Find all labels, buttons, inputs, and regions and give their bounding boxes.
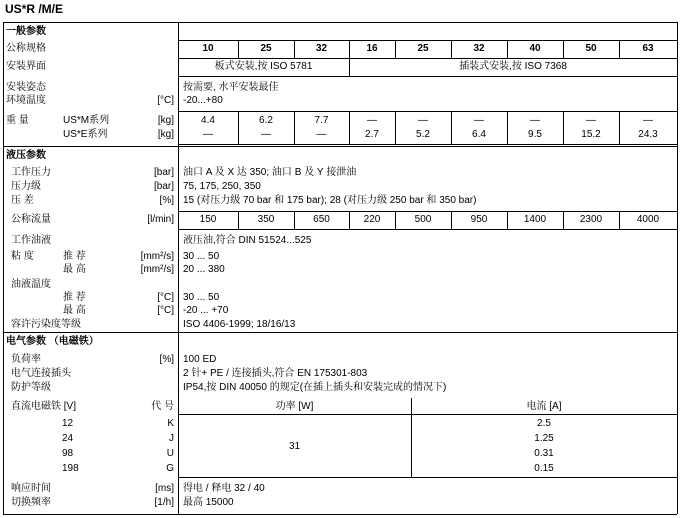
unit-kg: [kg] xyxy=(157,115,174,126)
size-cell: 40 xyxy=(529,43,541,54)
label-protection: 防护等级 xyxy=(11,382,51,393)
value-ambient-temp: -20...+80 xyxy=(183,95,223,106)
current-cell: 0.31 xyxy=(534,448,554,459)
section-divider xyxy=(3,332,677,333)
weight-m-cell: 4.4 xyxy=(201,115,215,126)
label-viscosity: 粘 度 xyxy=(11,251,34,262)
voltage-cell: 98 xyxy=(62,448,74,459)
flow-cell: 220 xyxy=(363,214,381,225)
header-power: 功率 [W] xyxy=(275,401,314,412)
table-left-border xyxy=(3,22,4,514)
label-code: 代 号 xyxy=(151,401,174,412)
flow-cell: 150 xyxy=(199,214,217,225)
size-cell: 32 xyxy=(473,43,485,54)
flow-cell: 4000 xyxy=(636,214,660,225)
weight-m-cell: — xyxy=(367,115,377,126)
flow-cell: 350 xyxy=(257,214,275,225)
code-cell: G xyxy=(166,463,174,474)
grid-line xyxy=(178,211,677,212)
current-cell: 0.15 xyxy=(534,463,554,474)
label-operating-pressure: 工作压力 xyxy=(11,167,51,178)
weight-m-cell: 7.7 xyxy=(314,115,329,126)
value-response-time: 得电 / 释电 32 / 40 xyxy=(183,483,265,494)
size-cell: 50 xyxy=(585,43,597,54)
flow-cell: 1400 xyxy=(523,214,547,225)
weight-m-cell: — xyxy=(474,115,484,126)
unit-mm2s: [mm²/s] xyxy=(140,251,174,262)
size-cell: 10 xyxy=(202,43,214,54)
label-oil-temp: 油液温度 xyxy=(11,279,51,290)
unit-kg: [kg] xyxy=(157,129,174,140)
unit-mm2s: [mm²/s] xyxy=(140,264,174,275)
power-value: 31 xyxy=(288,441,301,452)
value-mount-cartridge: 插装式安装,按 ISO 7368 xyxy=(459,61,567,72)
weight-m-cell: — xyxy=(418,115,428,126)
section-divider xyxy=(3,146,677,147)
label-weight: 重 量 xyxy=(6,115,29,126)
label-pressure-stage: 压力级 xyxy=(11,181,41,192)
unit-per-hour: [1/h] xyxy=(154,497,174,508)
unit-ms: [ms] xyxy=(155,483,174,494)
weight-m-cell: — xyxy=(643,115,653,126)
label-us-m-series: US*M系列 xyxy=(63,115,110,126)
code-cell: J xyxy=(169,433,174,444)
table-top-border xyxy=(3,22,677,23)
flow-cell: 950 xyxy=(470,214,488,225)
weight-e-cell: 5.2 xyxy=(416,129,430,140)
label-nominal-size: 公称规格 xyxy=(6,43,46,54)
label-install-interface: 安装界面 xyxy=(6,61,46,72)
unit-lmin: [l/min] xyxy=(147,214,174,225)
weight-m-cell: — xyxy=(586,115,596,126)
voltage-cell: 198 xyxy=(62,463,79,474)
voltage-cell: 12 xyxy=(62,418,74,429)
label-install-position: 安装姿态 xyxy=(6,82,46,93)
flow-cell: 650 xyxy=(313,214,330,225)
weight-e-cell: — xyxy=(203,129,213,140)
size-cell: 16 xyxy=(366,43,378,54)
section-title-electrical: 电气参数 （电磁铁） xyxy=(6,336,99,347)
label-duty: 负荷率 xyxy=(11,354,41,365)
table-right-border xyxy=(677,22,678,514)
header-current: 电流 [A] xyxy=(526,401,562,412)
unit-percent: [%] xyxy=(159,354,174,365)
label-plug: 电气连接插头 xyxy=(11,368,71,379)
flow-cell: 2300 xyxy=(579,214,603,225)
label-dc-solenoid: 直流电磁铁 [V] xyxy=(11,401,77,412)
grid-line xyxy=(178,40,677,41)
grid-line xyxy=(178,76,677,77)
table-bottom-border xyxy=(3,514,677,515)
value-pressure-stage: 75, 175, 250, 350 xyxy=(183,181,261,192)
weight-e-cell: 24.3 xyxy=(638,129,658,140)
value-protection: IP54,按 DIN 40050 的规定(在插上插头和安装完成的情况下) xyxy=(183,382,447,393)
value-mount-plate: 板式安装,按 ISO 5781 xyxy=(214,61,313,72)
weight-m-cell: — xyxy=(530,115,540,126)
value-operating-pressure: 油口 A 及 X 达 350; 油口 B 及 Y 接泄油 xyxy=(183,167,357,178)
section-title-general: 一般参数 xyxy=(6,26,46,37)
unit-ambient-temp: [°C] xyxy=(157,95,174,106)
grid-line xyxy=(178,58,677,59)
value-oil-temp-rec: 30 ... 50 xyxy=(183,292,220,303)
code-cell: U xyxy=(166,448,174,459)
section-title-hydraulic: 液压参数 xyxy=(6,150,46,161)
value-install-position: 按需要, 水平安装最佳 xyxy=(183,82,279,93)
weight-m-cell: 6.2 xyxy=(259,115,273,126)
size-cell: 63 xyxy=(642,43,654,54)
label-working-fluid: 工作油液 xyxy=(11,235,51,246)
label-us-e-series: US*E系列 xyxy=(63,129,108,140)
voltage-cell: 24 xyxy=(62,433,74,444)
value-viscosity-max: 20 ... 380 xyxy=(183,264,225,275)
value-oil-temp-max: -20 ... +70 xyxy=(183,305,229,316)
unit-bar: [bar] xyxy=(153,167,174,178)
label-ambient-temp: 环境温度 xyxy=(6,95,46,106)
value-viscosity-rec: 30 ... 50 xyxy=(183,251,220,262)
value-switching-freq: 最高 15000 xyxy=(183,497,234,508)
label-contamination: 容许污染度等级 xyxy=(11,319,81,330)
label-recommended: 推 荐 xyxy=(63,292,86,303)
value-contamination: ISO 4406-1999; 18/16/13 xyxy=(183,319,296,330)
label-recommended: 推 荐 xyxy=(63,251,86,262)
weight-e-cell: 2.7 xyxy=(365,129,379,140)
current-cell: 1.25 xyxy=(534,433,554,444)
grid-line xyxy=(178,414,677,415)
size-cell: 32 xyxy=(315,43,328,54)
value-working-fluid: 液压油,符合 DIN 51524...525 xyxy=(183,235,312,246)
weight-e-cell: 6.4 xyxy=(472,129,486,140)
label-max: 最 高 xyxy=(63,305,86,316)
weight-e-cell: 9.5 xyxy=(528,129,542,140)
size-cell: 25 xyxy=(417,43,429,54)
weight-e-cell: 15.2 xyxy=(581,129,601,140)
label-switching-freq: 切换频率 xyxy=(11,497,51,508)
unit-degc: [°C] xyxy=(157,292,174,303)
label-response-time: 响应时间 xyxy=(11,483,51,494)
code-cell: K xyxy=(167,418,174,429)
page-title: US*R /M/E xyxy=(5,2,64,16)
label-pressure-diff: 压 差 xyxy=(11,195,34,206)
current-cell: 2.5 xyxy=(537,418,551,429)
value-plug: 2 针+ PE / 连接插头,符合 EN 175301-803 xyxy=(183,368,368,379)
label-max: 最 高 xyxy=(63,264,86,275)
label-nominal-flow: 公称流量 xyxy=(11,214,51,225)
weight-e-cell: — xyxy=(261,129,271,140)
flow-cell: 500 xyxy=(414,214,432,225)
grid-line xyxy=(178,144,677,145)
value-pressure-diff: 15 (对压力级 70 bar 和 175 bar); 28 (对压力级 250 bar 和 350 bar) xyxy=(183,195,477,206)
size-cell: 25 xyxy=(260,43,272,54)
unit-percent: [%] xyxy=(159,195,174,206)
grid-line xyxy=(178,477,677,478)
unit-bar: [bar] xyxy=(153,181,174,192)
weight-e-cell: — xyxy=(316,129,327,140)
grid-line xyxy=(178,111,677,112)
grid-line xyxy=(178,229,677,230)
unit-degc: [°C] xyxy=(157,305,174,316)
value-duty: 100 ED xyxy=(183,354,217,365)
